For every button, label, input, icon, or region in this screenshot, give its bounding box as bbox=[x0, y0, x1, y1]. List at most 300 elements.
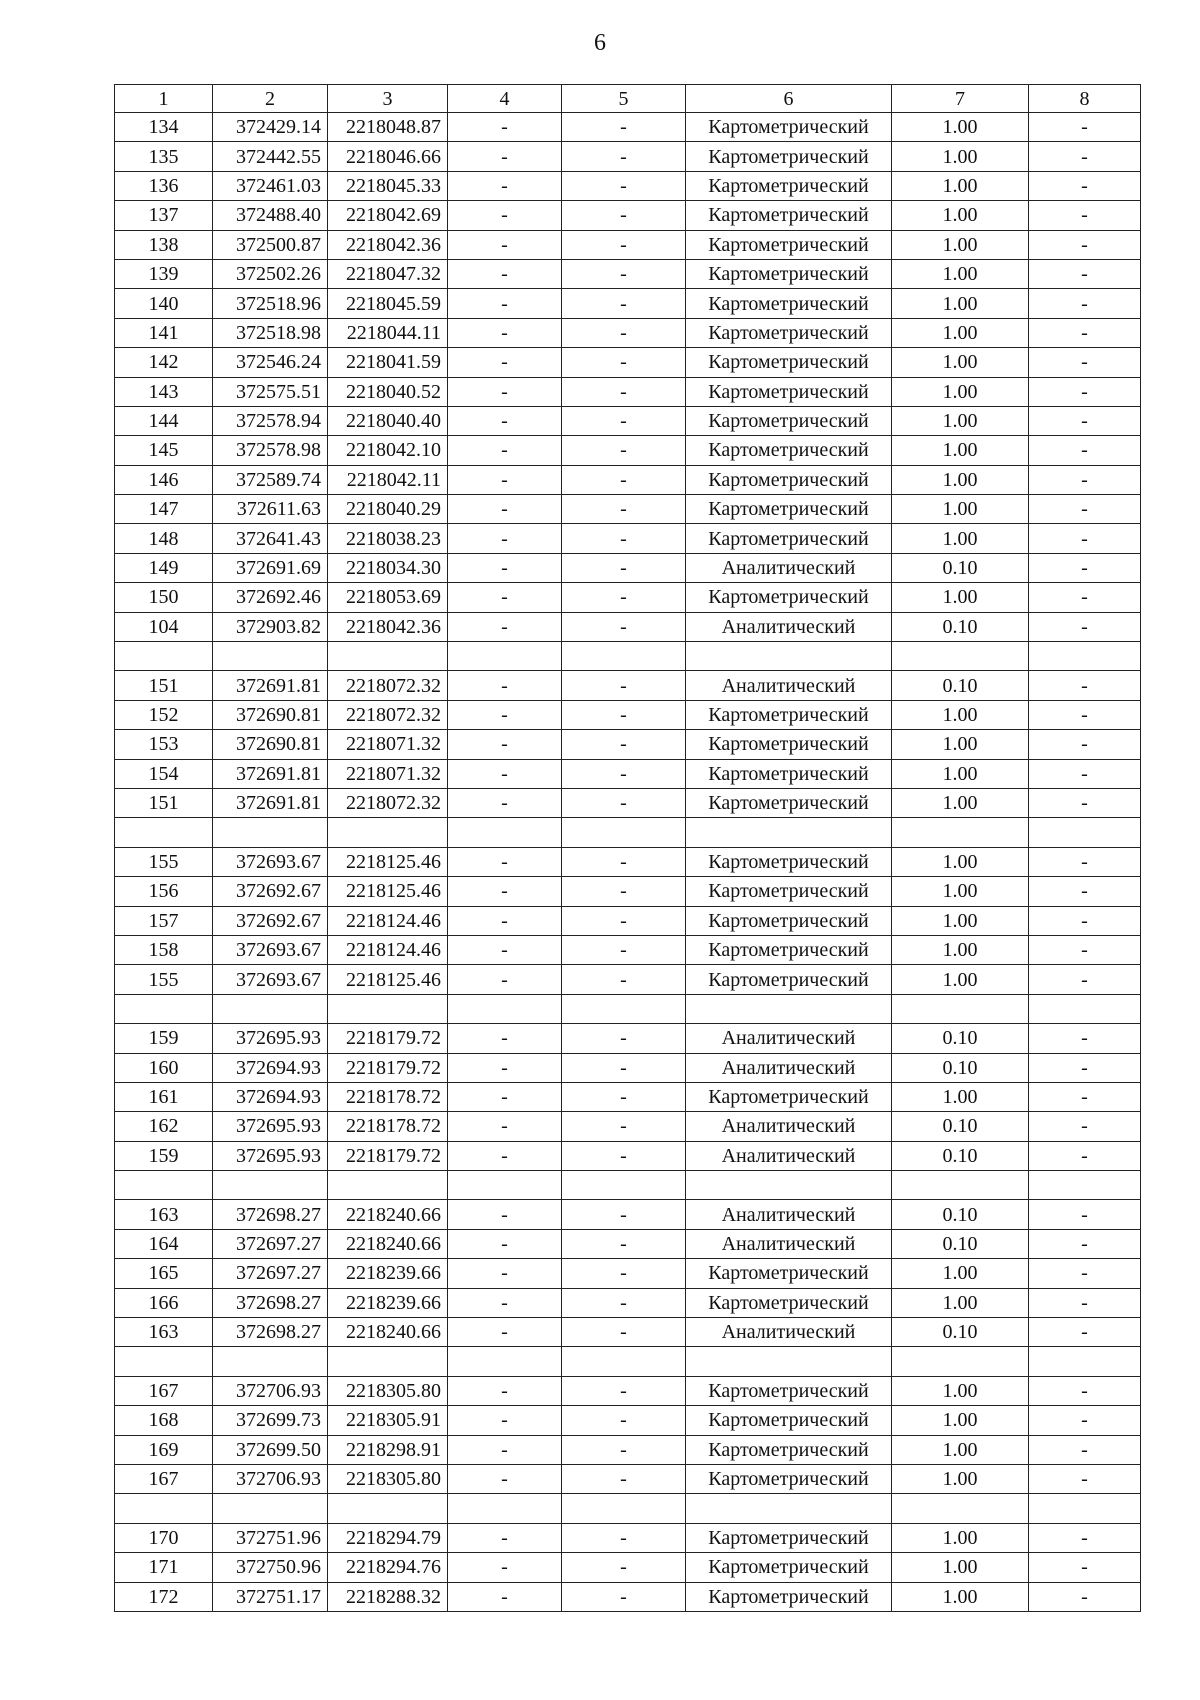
y-coordinate-cell: 2218240.66 bbox=[328, 1200, 448, 1229]
col8-cell: - bbox=[1029, 1464, 1141, 1493]
col5-cell: - bbox=[562, 788, 686, 817]
y-coordinate-cell bbox=[328, 1347, 448, 1376]
y-coordinate-cell: 2218040.52 bbox=[328, 377, 448, 406]
method-cell: Картометрический bbox=[686, 700, 892, 729]
accuracy-cell bbox=[892, 1171, 1029, 1200]
col8-cell: - bbox=[1029, 1141, 1141, 1170]
method-cell: Картометрический bbox=[686, 847, 892, 876]
col4-cell: - bbox=[448, 965, 562, 994]
x-coordinate-cell: 372699.73 bbox=[213, 1406, 328, 1435]
col5-cell: - bbox=[562, 289, 686, 318]
point-number-cell: 159 bbox=[115, 1141, 213, 1170]
accuracy-cell bbox=[892, 818, 1029, 847]
accuracy-cell: 0.10 bbox=[892, 553, 1029, 582]
y-coordinate-cell: 2218071.32 bbox=[328, 759, 448, 788]
col8-cell: - bbox=[1029, 935, 1141, 964]
col8-cell: - bbox=[1029, 965, 1141, 994]
point-number-cell: 165 bbox=[115, 1259, 213, 1288]
point-number-cell bbox=[115, 1347, 213, 1376]
col4-cell: - bbox=[448, 730, 562, 759]
col4-cell: - bbox=[448, 465, 562, 494]
table-row bbox=[115, 1053, 1141, 1082]
y-coordinate-cell: 2218294.76 bbox=[328, 1553, 448, 1582]
y-coordinate-cell: 2218072.32 bbox=[328, 700, 448, 729]
method-cell bbox=[686, 994, 892, 1023]
x-coordinate-cell: 372500.87 bbox=[213, 230, 328, 259]
method-cell: Картометрический bbox=[686, 906, 892, 935]
method-cell: Картометрический bbox=[686, 583, 892, 612]
col4-cell: - bbox=[448, 877, 562, 906]
accuracy-cell: 1.00 bbox=[892, 1376, 1029, 1405]
y-coordinate-cell bbox=[328, 1171, 448, 1200]
col8-cell: - bbox=[1029, 318, 1141, 347]
x-coordinate-cell: 372693.67 bbox=[213, 935, 328, 964]
col8-cell: - bbox=[1029, 583, 1141, 612]
method-cell: Аналитический bbox=[686, 1024, 892, 1053]
col5-cell: - bbox=[562, 877, 686, 906]
y-coordinate-cell: 2218053.69 bbox=[328, 583, 448, 612]
col8-cell: - bbox=[1029, 348, 1141, 377]
col8-cell: - bbox=[1029, 377, 1141, 406]
table-body bbox=[115, 113, 1141, 1612]
point-number-cell: 155 bbox=[115, 847, 213, 876]
x-coordinate-cell: 372690.81 bbox=[213, 700, 328, 729]
col4-cell: - bbox=[448, 348, 562, 377]
accuracy-cell: 1.00 bbox=[892, 406, 1029, 435]
col8-cell: - bbox=[1029, 465, 1141, 494]
col4-cell: - bbox=[448, 377, 562, 406]
accuracy-cell: 0.10 bbox=[892, 1024, 1029, 1053]
method-cell: Аналитический bbox=[686, 671, 892, 700]
table-row bbox=[115, 906, 1141, 935]
col4-cell: - bbox=[448, 671, 562, 700]
x-coordinate-cell bbox=[213, 1347, 328, 1376]
col5-cell: - bbox=[562, 612, 686, 641]
x-coordinate-cell: 372692.67 bbox=[213, 877, 328, 906]
col5-cell: - bbox=[562, 1406, 686, 1435]
point-number-cell: 151 bbox=[115, 788, 213, 817]
y-coordinate-cell: 2218239.66 bbox=[328, 1259, 448, 1288]
col5-cell: - bbox=[562, 847, 686, 876]
col8-cell: - bbox=[1029, 847, 1141, 876]
y-coordinate-cell: 2218048.87 bbox=[328, 113, 448, 142]
accuracy-cell: 1.00 bbox=[892, 495, 1029, 524]
accuracy-cell: 0.10 bbox=[892, 1112, 1029, 1141]
col8-cell: - bbox=[1029, 1259, 1141, 1288]
y-coordinate-cell: 2218125.46 bbox=[328, 965, 448, 994]
table-row bbox=[115, 1082, 1141, 1111]
col5-cell: - bbox=[562, 1053, 686, 1082]
y-coordinate-cell: 2218042.69 bbox=[328, 201, 448, 230]
col4-cell: - bbox=[448, 612, 562, 641]
col8-cell: - bbox=[1029, 759, 1141, 788]
column-header: 8 bbox=[1029, 85, 1141, 113]
col5-cell: - bbox=[562, 1288, 686, 1317]
point-number-cell: 135 bbox=[115, 142, 213, 171]
col5-cell: - bbox=[562, 171, 686, 200]
col4-cell: - bbox=[448, 1082, 562, 1111]
col4-cell: - bbox=[448, 495, 562, 524]
accuracy-cell: 1.00 bbox=[892, 1582, 1029, 1611]
col5-cell: - bbox=[562, 318, 686, 347]
point-number-cell bbox=[115, 1494, 213, 1523]
table-row bbox=[115, 1406, 1141, 1435]
x-coordinate-cell: 372488.40 bbox=[213, 201, 328, 230]
y-coordinate-cell: 2218305.80 bbox=[328, 1376, 448, 1405]
accuracy-cell: 1.00 bbox=[892, 788, 1029, 817]
x-coordinate-cell: 372518.96 bbox=[213, 289, 328, 318]
method-cell bbox=[686, 1494, 892, 1523]
col4-cell: - bbox=[448, 788, 562, 817]
column-header: 1 bbox=[115, 85, 213, 113]
point-number-cell: 144 bbox=[115, 406, 213, 435]
col4-cell: - bbox=[448, 1024, 562, 1053]
table-row bbox=[115, 965, 1141, 994]
accuracy-cell bbox=[892, 1347, 1029, 1376]
column-header: 6 bbox=[686, 85, 892, 113]
col4-cell: - bbox=[448, 906, 562, 935]
x-coordinate-cell: 372706.93 bbox=[213, 1464, 328, 1493]
col5-cell: - bbox=[562, 1024, 686, 1053]
point-number-cell: 137 bbox=[115, 201, 213, 230]
col4-cell: - bbox=[448, 201, 562, 230]
col8-cell: - bbox=[1029, 171, 1141, 200]
col5-cell: - bbox=[562, 495, 686, 524]
method-cell: Картометрический bbox=[686, 1406, 892, 1435]
point-number-cell: 163 bbox=[115, 1318, 213, 1347]
col4-cell: - bbox=[448, 847, 562, 876]
col5-cell: - bbox=[562, 935, 686, 964]
point-number-cell: 140 bbox=[115, 289, 213, 318]
col8-cell: - bbox=[1029, 113, 1141, 142]
table-row bbox=[115, 436, 1141, 465]
table-row bbox=[115, 348, 1141, 377]
col8-cell: - bbox=[1029, 612, 1141, 641]
col5-cell bbox=[562, 1494, 686, 1523]
col4-cell: - bbox=[448, 700, 562, 729]
x-coordinate-cell: 372691.81 bbox=[213, 671, 328, 700]
y-coordinate-cell: 2218179.72 bbox=[328, 1024, 448, 1053]
point-number-cell: 166 bbox=[115, 1288, 213, 1317]
col8-cell bbox=[1029, 642, 1141, 671]
y-coordinate-cell: 2218178.72 bbox=[328, 1082, 448, 1111]
y-coordinate-cell: 2218124.46 bbox=[328, 935, 448, 964]
col4-cell: - bbox=[448, 524, 562, 553]
y-coordinate-cell: 2218038.23 bbox=[328, 524, 448, 553]
col4-cell: - bbox=[448, 1259, 562, 1288]
col8-cell: - bbox=[1029, 142, 1141, 171]
col5-cell: - bbox=[562, 1582, 686, 1611]
accuracy-cell: 1.00 bbox=[892, 965, 1029, 994]
point-number-cell: 151 bbox=[115, 671, 213, 700]
table-row bbox=[115, 1523, 1141, 1552]
col8-cell: - bbox=[1029, 436, 1141, 465]
table-row bbox=[115, 142, 1141, 171]
col8-cell bbox=[1029, 1347, 1141, 1376]
accuracy-cell bbox=[892, 1494, 1029, 1523]
y-coordinate-cell: 2218072.32 bbox=[328, 788, 448, 817]
y-coordinate-cell: 2218040.40 bbox=[328, 406, 448, 435]
col8-cell: - bbox=[1029, 1523, 1141, 1552]
col8-cell: - bbox=[1029, 524, 1141, 553]
x-coordinate-cell: 372691.81 bbox=[213, 759, 328, 788]
col4-cell bbox=[448, 1171, 562, 1200]
point-number-cell: 172 bbox=[115, 1582, 213, 1611]
col8-cell: - bbox=[1029, 1082, 1141, 1111]
header-row bbox=[115, 85, 1141, 113]
col5-cell: - bbox=[562, 1318, 686, 1347]
method-cell bbox=[686, 1347, 892, 1376]
point-number-cell: 142 bbox=[115, 348, 213, 377]
accuracy-cell: 1.00 bbox=[892, 348, 1029, 377]
col4-cell: - bbox=[448, 1464, 562, 1493]
accuracy-cell: 0.10 bbox=[892, 1318, 1029, 1347]
x-coordinate-cell bbox=[213, 1494, 328, 1523]
x-coordinate-cell: 372751.17 bbox=[213, 1582, 328, 1611]
table-row bbox=[115, 877, 1141, 906]
point-number-cell: 139 bbox=[115, 259, 213, 288]
col4-cell: - bbox=[448, 1288, 562, 1317]
col5-cell bbox=[562, 1171, 686, 1200]
col5-cell: - bbox=[562, 730, 686, 759]
col5-cell: - bbox=[562, 230, 686, 259]
col4-cell: - bbox=[448, 1435, 562, 1464]
accuracy-cell: 1.00 bbox=[892, 142, 1029, 171]
col5-cell: - bbox=[562, 436, 686, 465]
accuracy-cell: 1.00 bbox=[892, 377, 1029, 406]
accuracy-cell: 1.00 bbox=[892, 1435, 1029, 1464]
col5-cell: - bbox=[562, 377, 686, 406]
y-coordinate-cell: 2218046.66 bbox=[328, 142, 448, 171]
accuracy-cell: 1.00 bbox=[892, 201, 1029, 230]
col4-cell: - bbox=[448, 171, 562, 200]
col4-cell: - bbox=[448, 1200, 562, 1229]
col4-cell: - bbox=[448, 142, 562, 171]
column-header: 2 bbox=[213, 85, 328, 113]
point-number-cell: 162 bbox=[115, 1112, 213, 1141]
y-coordinate-cell: 2218071.32 bbox=[328, 730, 448, 759]
x-coordinate-cell: 372694.93 bbox=[213, 1053, 328, 1082]
accuracy-cell: 1.00 bbox=[892, 1288, 1029, 1317]
col8-cell: - bbox=[1029, 1582, 1141, 1611]
col4-cell: - bbox=[448, 1229, 562, 1258]
accuracy-cell: 0.10 bbox=[892, 1200, 1029, 1229]
method-cell: Картометрический bbox=[686, 495, 892, 524]
table-row bbox=[115, 1582, 1141, 1611]
accuracy-cell: 1.00 bbox=[892, 1259, 1029, 1288]
accuracy-cell: 1.00 bbox=[892, 289, 1029, 318]
table-row bbox=[115, 788, 1141, 817]
point-number-cell: 147 bbox=[115, 495, 213, 524]
y-coordinate-cell bbox=[328, 642, 448, 671]
table-row bbox=[115, 171, 1141, 200]
separator-row bbox=[115, 1347, 1141, 1376]
table-row bbox=[115, 1464, 1141, 1493]
col8-cell: - bbox=[1029, 1024, 1141, 1053]
table-row bbox=[115, 671, 1141, 700]
col4-cell: - bbox=[448, 935, 562, 964]
point-number-cell: 170 bbox=[115, 1523, 213, 1552]
col8-cell: - bbox=[1029, 259, 1141, 288]
col8-cell: - bbox=[1029, 1229, 1141, 1258]
point-number-cell: 171 bbox=[115, 1553, 213, 1582]
table-row bbox=[115, 524, 1141, 553]
table-row bbox=[115, 113, 1141, 142]
y-coordinate-cell: 2218047.32 bbox=[328, 259, 448, 288]
method-cell: Аналитический bbox=[686, 612, 892, 641]
col5-cell: - bbox=[562, 1082, 686, 1111]
table-row bbox=[115, 583, 1141, 612]
point-number-cell: 155 bbox=[115, 965, 213, 994]
col5-cell bbox=[562, 1347, 686, 1376]
col5-cell: - bbox=[562, 965, 686, 994]
col4-cell: - bbox=[448, 113, 562, 142]
x-coordinate-cell: 372695.93 bbox=[213, 1024, 328, 1053]
accuracy-cell: 1.00 bbox=[892, 259, 1029, 288]
y-coordinate-cell: 2218240.66 bbox=[328, 1318, 448, 1347]
col4-cell: - bbox=[448, 289, 562, 318]
col5-cell: - bbox=[562, 1435, 686, 1464]
accuracy-cell: 1.00 bbox=[892, 230, 1029, 259]
col4-cell bbox=[448, 994, 562, 1023]
x-coordinate-cell: 372429.14 bbox=[213, 113, 328, 142]
y-coordinate-cell: 2218288.32 bbox=[328, 1582, 448, 1611]
method-cell bbox=[686, 642, 892, 671]
col5-cell: - bbox=[562, 553, 686, 582]
col8-cell: - bbox=[1029, 877, 1141, 906]
x-coordinate-cell: 372442.55 bbox=[213, 142, 328, 171]
x-coordinate-cell: 372698.27 bbox=[213, 1200, 328, 1229]
y-coordinate-cell: 2218042.36 bbox=[328, 612, 448, 641]
x-coordinate-cell: 372578.94 bbox=[213, 406, 328, 435]
col4-cell bbox=[448, 818, 562, 847]
col8-cell bbox=[1029, 994, 1141, 1023]
point-number-cell: 148 bbox=[115, 524, 213, 553]
point-number-cell: 149 bbox=[115, 553, 213, 582]
y-coordinate-cell bbox=[328, 994, 448, 1023]
col5-cell: - bbox=[562, 583, 686, 612]
y-coordinate-cell bbox=[328, 818, 448, 847]
x-coordinate-cell bbox=[213, 642, 328, 671]
point-number-cell: 104 bbox=[115, 612, 213, 641]
separator-row bbox=[115, 818, 1141, 847]
col5-cell: - bbox=[562, 259, 686, 288]
method-cell: Картометрический bbox=[686, 1464, 892, 1493]
y-coordinate-cell: 2218305.91 bbox=[328, 1406, 448, 1435]
col8-cell: - bbox=[1029, 495, 1141, 524]
col5-cell: - bbox=[562, 1259, 686, 1288]
point-number-cell: 138 bbox=[115, 230, 213, 259]
x-coordinate-cell: 372750.96 bbox=[213, 1553, 328, 1582]
y-coordinate-cell: 2218125.46 bbox=[328, 847, 448, 876]
x-coordinate-cell: 372903.82 bbox=[213, 612, 328, 641]
point-number-cell: 167 bbox=[115, 1376, 213, 1405]
y-coordinate-cell: 2218239.66 bbox=[328, 1288, 448, 1317]
col5-cell: - bbox=[562, 1200, 686, 1229]
table-row bbox=[115, 1141, 1141, 1170]
col4-cell: - bbox=[448, 1582, 562, 1611]
x-coordinate-cell: 372575.51 bbox=[213, 377, 328, 406]
point-number-cell: 158 bbox=[115, 935, 213, 964]
col4-cell: - bbox=[448, 1112, 562, 1141]
x-coordinate-cell bbox=[213, 818, 328, 847]
table-row bbox=[115, 1553, 1141, 1582]
point-number-cell: 160 bbox=[115, 1053, 213, 1082]
x-coordinate-cell: 372692.46 bbox=[213, 583, 328, 612]
accuracy-cell: 1.00 bbox=[892, 583, 1029, 612]
col5-cell: - bbox=[562, 671, 686, 700]
point-number-cell: 143 bbox=[115, 377, 213, 406]
point-number-cell bbox=[115, 994, 213, 1023]
table-row bbox=[115, 935, 1141, 964]
col5-cell: - bbox=[562, 201, 686, 230]
col5-cell: - bbox=[562, 1141, 686, 1170]
col8-cell bbox=[1029, 818, 1141, 847]
point-number-cell bbox=[115, 1171, 213, 1200]
method-cell: Картометрический bbox=[686, 1288, 892, 1317]
separator-row bbox=[115, 642, 1141, 671]
col4-cell: - bbox=[448, 553, 562, 582]
accuracy-cell: 1.00 bbox=[892, 1523, 1029, 1552]
table-row bbox=[115, 495, 1141, 524]
accuracy-cell: 0.10 bbox=[892, 612, 1029, 641]
col8-cell: - bbox=[1029, 788, 1141, 817]
y-coordinate-cell: 2218179.72 bbox=[328, 1053, 448, 1082]
col8-cell: - bbox=[1029, 906, 1141, 935]
x-coordinate-cell: 372693.67 bbox=[213, 965, 328, 994]
col5-cell: - bbox=[562, 1464, 686, 1493]
separator-row bbox=[115, 994, 1141, 1023]
point-number-cell: 164 bbox=[115, 1229, 213, 1258]
y-coordinate-cell: 2218041.59 bbox=[328, 348, 448, 377]
column-header: 5 bbox=[562, 85, 686, 113]
point-number-cell: 154 bbox=[115, 759, 213, 788]
accuracy-cell: 1.00 bbox=[892, 700, 1029, 729]
y-coordinate-cell: 2218294.79 bbox=[328, 1523, 448, 1552]
col8-cell: - bbox=[1029, 201, 1141, 230]
y-coordinate-cell: 2218042.10 bbox=[328, 436, 448, 465]
col4-cell: - bbox=[448, 230, 562, 259]
method-cell: Картометрический bbox=[686, 406, 892, 435]
table-row bbox=[115, 1112, 1141, 1141]
separator-row bbox=[115, 1494, 1141, 1523]
col4-cell: - bbox=[448, 583, 562, 612]
col4-cell: - bbox=[448, 1053, 562, 1082]
col8-cell: - bbox=[1029, 1406, 1141, 1435]
method-cell: Аналитический bbox=[686, 553, 892, 582]
method-cell bbox=[686, 1171, 892, 1200]
y-coordinate-cell: 2218178.72 bbox=[328, 1112, 448, 1141]
col8-cell: - bbox=[1029, 730, 1141, 759]
col8-cell: - bbox=[1029, 230, 1141, 259]
table-row bbox=[115, 377, 1141, 406]
accuracy-cell: 1.00 bbox=[892, 759, 1029, 788]
method-cell: Картометрический bbox=[686, 1259, 892, 1288]
accuracy-cell: 1.00 bbox=[892, 436, 1029, 465]
col8-cell: - bbox=[1029, 1200, 1141, 1229]
x-coordinate-cell: 372518.98 bbox=[213, 318, 328, 347]
y-coordinate-cell: 2218045.33 bbox=[328, 171, 448, 200]
point-number-cell: 146 bbox=[115, 465, 213, 494]
accuracy-cell: 1.00 bbox=[892, 465, 1029, 494]
point-number-cell: 145 bbox=[115, 436, 213, 465]
accuracy-cell: 1.00 bbox=[892, 524, 1029, 553]
col5-cell: - bbox=[562, 1523, 686, 1552]
col4-cell: - bbox=[448, 1318, 562, 1347]
col5-cell: - bbox=[562, 348, 686, 377]
accuracy-cell: 1.00 bbox=[892, 1406, 1029, 1435]
table-row bbox=[115, 318, 1141, 347]
